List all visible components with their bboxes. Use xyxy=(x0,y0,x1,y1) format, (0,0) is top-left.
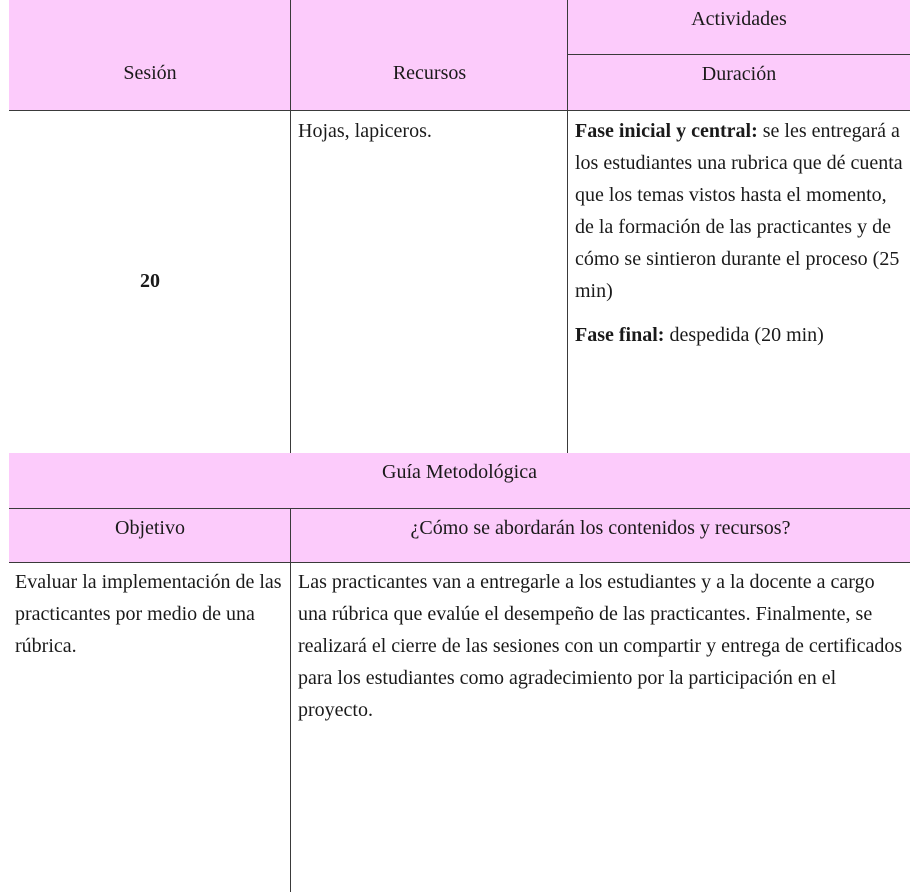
grid-line-v3 xyxy=(290,509,291,892)
header-approach-label: ¿Cómo se abordarán los contenidos y recursos? xyxy=(410,516,791,539)
document-page xyxy=(9,0,910,892)
grid-line-activities xyxy=(568,54,910,55)
objective-cell xyxy=(15,566,287,662)
approach-text: Las practicantes van a entregarle a los estudiantes y a la docente a cargo una rúbrica que evalúe el desempeño de las practicantes. Finalmente, se realizará el cierre de las sesiones con un compartir y entrega de certificados para los estudiantes como agradecimiento por la participación en el proyecto. xyxy=(298,571,903,721)
header-objective-label: Objetivo xyxy=(115,516,185,539)
approach-cell xyxy=(298,566,906,726)
activity-phase-final-title: Fase final: xyxy=(575,324,665,346)
guide-title-label: Guía Metodológica xyxy=(382,460,537,483)
session-number: 20 xyxy=(140,270,160,292)
activity-phase-initial-title: Fase inicial y central: xyxy=(575,120,758,142)
grid-line-guide-title xyxy=(9,508,910,509)
grid-line-header-bottom xyxy=(9,110,910,111)
activity-phase-initial xyxy=(575,115,908,307)
activity-phase-final xyxy=(575,319,908,351)
grid-line-v1 xyxy=(290,0,291,453)
activity-phase-final-text: despedida (20 min) xyxy=(664,324,824,346)
header-resources xyxy=(291,55,568,92)
activities-cell xyxy=(575,115,908,351)
session-number-cell xyxy=(9,110,291,453)
header-activities-label: Actividades xyxy=(691,7,787,30)
grid-line-guide-header-bottom xyxy=(9,562,910,563)
objective-text: Evaluar la implementación de las practicantes por medio de una rúbrica. xyxy=(15,571,282,657)
header-duration xyxy=(568,56,910,92)
header-session xyxy=(9,55,291,92)
header-session-label: Sesión xyxy=(123,62,177,84)
grid-line-v2 xyxy=(567,0,568,453)
guide-title xyxy=(9,453,910,491)
header-resources-label: Recursos xyxy=(392,62,467,84)
resources-text: Hojas, lapiceros. xyxy=(298,120,432,142)
resources-cell xyxy=(298,115,563,147)
header-duration-label: Duración xyxy=(701,62,777,85)
header-approach xyxy=(291,510,910,546)
header-activities xyxy=(568,0,910,38)
activity-phase-initial-text: se les entregará a los estudiantes una rubrica que dé cuenta que los temas vistos hasta el momento, de la formación de las practicantes y de cómo se sintieron durante el proceso (25 min) xyxy=(575,120,903,302)
header-objective xyxy=(9,510,291,546)
